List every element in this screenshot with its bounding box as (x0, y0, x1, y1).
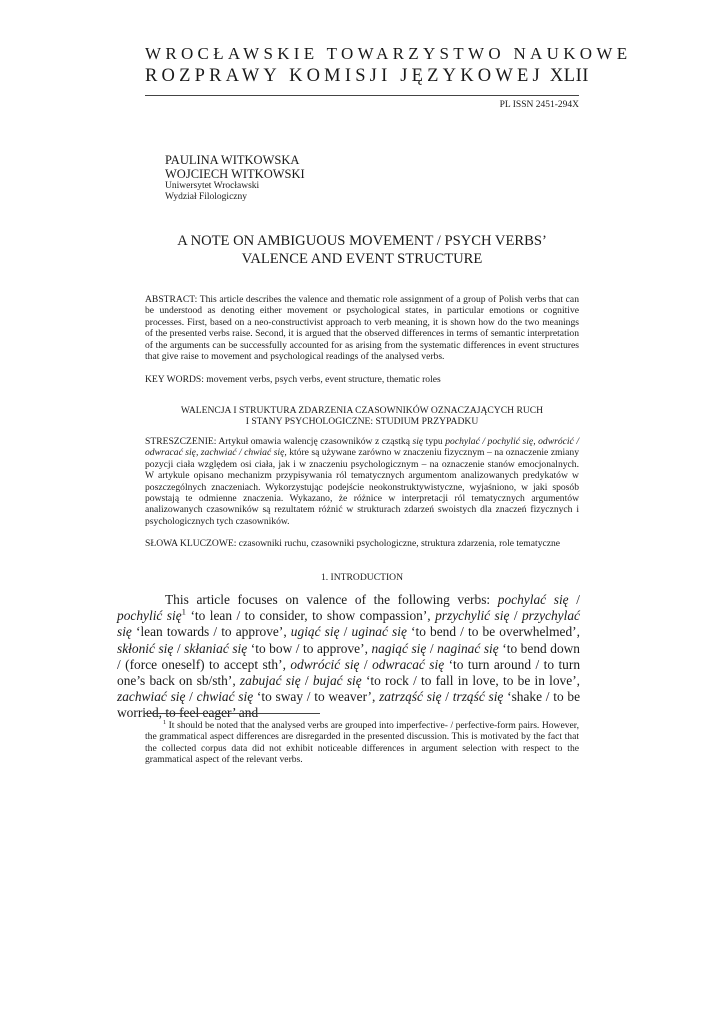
polish-keywords (145, 538, 579, 549)
verb-italic: pochylać się (497, 592, 569, 607)
verb-italic: bujać się (312, 673, 362, 689)
verb-italic: pochylić się (117, 608, 182, 624)
verb-italic: zachwiać się (117, 689, 186, 705)
keywords-label: KEY WORDS: (145, 374, 204, 385)
abstract-label: ABSTRACT: (145, 294, 198, 305)
body-text: ‘to bend / to be overwhelmed’, (406, 624, 580, 640)
journal-series-name: ROZPRAWY KOMISJI JĘZYKOWEJ (145, 66, 544, 86)
body-text: This article focuses on valence of the following verbs: (165, 592, 498, 607)
article-title-line: A NOTE ON AMBIGUOUS MOVEMENT / PSYCH VERBS’ (177, 233, 547, 249)
separator: / (441, 689, 453, 705)
keywords-text: movement verbs, psych verbs, event structure, thematic roles (203, 374, 441, 385)
verb-italic: chwiać się (196, 689, 254, 705)
polish-abstract-text: Artykuł omawia walencję czasowników z cząstką (216, 436, 413, 447)
body-text: ‘to rock / to fall in love, to be in love’, (361, 673, 581, 689)
verb-italic: skłonić się (117, 640, 174, 656)
verb-italic: naginać się (437, 640, 499, 656)
verb-italic: odwracać się (372, 656, 445, 672)
verb-italic: uginać się (351, 624, 407, 640)
separator: / (185, 689, 197, 705)
article-title (145, 232, 579, 268)
body-text: ‘to turn around / to turn one’s back on sb/sth’, (117, 656, 581, 689)
footnote-text: It should be noted that the analysed verbs are grouped into imperfective- / perfective-form pairs. However, the grammatical aspect differences are disregarded in the presented discussion. This is motivated by the fact that the collected corpus data did not exhibit noticeable differences in argument selection with respect to the grammatical aspect of the relevant verbs. (145, 720, 579, 766)
body-text: ‘lean towards / to approve’, (131, 624, 291, 640)
keywords (145, 374, 579, 385)
abstract-text: This article describes the valence and thematic role assignment of a group of Polish verbs that can be understood as denoting either movement or psychological states, in particular emotions or cognitive processes. First, based on a neo-constructivist approach to verb meaning, it is shown how do the two meanings of the presented verbs raise. Second, it is argued that the observed differences in terms of semantic interpretation of the arguments can be successfully accounted for as arising from the systematic differences in event structures that give raise to movement and psychological readings of the analysed verbs. (145, 294, 579, 363)
footnote (145, 720, 579, 766)
verb-italic: nagiąć się (371, 640, 427, 656)
journal-volume: XLII (549, 66, 589, 86)
polish-abstract-text: , które są używane zarówno w znaczeniu fizycznym – na oznaczenie zmiany pozycji ciała względem osi ciała, jak i w znaczeniu psychologicznym – na oznaczenie stanów emocjonalnych. W artykule opisano mechanizm przypisywania ról tematycznych argumentom analizowanych predykatów w poszczególnych znaczeniach. Wykorzystując podejście neokonstruktywistyczne, wyjaśniono, w jaki sposób powstają te odmienne znaczenia. Wykazano, że różnice w interpretacji ról tematycznych argumentów analizowanych czasowników są rezultatem różnić w strukturach zdarzeń swoistych dla znaczeń fizycznych i psychologicznych tych czasowników. (145, 447, 579, 527)
abstract (145, 294, 579, 362)
journal-society: WROCŁAWSKIE TOWARZYSTWO NAUKOWE (145, 44, 632, 63)
author-name: WOJCIECH WITKOWSKI (165, 167, 305, 181)
polish-title (145, 405, 579, 428)
separator: / (339, 624, 352, 640)
verb-italic: trząść się (452, 689, 504, 705)
polish-title-line: WALENCJA I STRUKTURA ZDARZENIA CZASOWNIKÓW OZNACZAJĄCYCH RUCH (180, 405, 544, 416)
journal-series (145, 66, 589, 87)
separator: / (426, 640, 438, 656)
verb-italic: ugiąć się (290, 624, 340, 640)
body-text: ‘to lean / to consider, to show compassion’, (186, 608, 436, 624)
polish-abstract (145, 436, 579, 527)
footnote-rule (145, 713, 320, 714)
polish-abstract-italic: pochylać / pochylić się, odwrócić / odwracać się, zachwiać / chwiać się (145, 436, 579, 459)
author-name: PAULINA WITKOWSKA (165, 153, 300, 167)
affiliation: Uniwersytet Wrocławski (165, 181, 260, 191)
verb-italic: skłaniać się (184, 640, 248, 656)
verb-italic: zatrząść się (379, 689, 442, 705)
body-text: ‘to bend down / (force oneself) to accept sth’, (117, 640, 581, 672)
polish-title-line: I STANY PSYCHOLOGICZNE: STUDIUM PRZYPADKU (245, 416, 479, 428)
section-heading: 1. INTRODUCTION (320, 572, 404, 583)
polish-abstract-text: typu (423, 436, 446, 447)
separator: / (568, 592, 580, 607)
separator: / (173, 640, 185, 656)
verb-italic: przychylać się (117, 608, 580, 640)
body-paragraph (117, 592, 580, 722)
authors-block (165, 153, 305, 203)
body-text: ‘to bow / to approve’, (247, 640, 372, 656)
article-title-line: VALENCE AND EVENT STRUCTURE (241, 251, 483, 267)
verb-italic: przychylić się (435, 608, 510, 624)
footnote-mark: 1 (163, 718, 167, 726)
verb-italic: odwrócić się (290, 656, 360, 672)
separator: / (509, 608, 522, 624)
verb-italic: zabujać się (239, 673, 301, 689)
footnote-ref[interactable]: 1 (181, 606, 187, 617)
affiliation: Wydział Filologiczny (165, 192, 248, 202)
polish-keywords-label: SŁOWA KLUCZOWE: (145, 538, 237, 549)
body-text: ‘shake / to be worried, to feel eager’ and (117, 689, 581, 721)
polish-keywords-text: czasowniki ruchu, czasowniki psychologiczne, struktura zdarzenia, role tematyczne (236, 538, 561, 549)
separator: / (300, 673, 313, 689)
polish-abstract-italic: się (412, 436, 424, 447)
header-rule (145, 95, 579, 96)
separator: / (359, 656, 373, 672)
issn: PL ISSN 2451-294X (499, 100, 579, 110)
body-text: ‘to sway / to weaver’, (253, 689, 380, 705)
polish-abstract-label: STRESZCZENIE: (145, 436, 217, 447)
